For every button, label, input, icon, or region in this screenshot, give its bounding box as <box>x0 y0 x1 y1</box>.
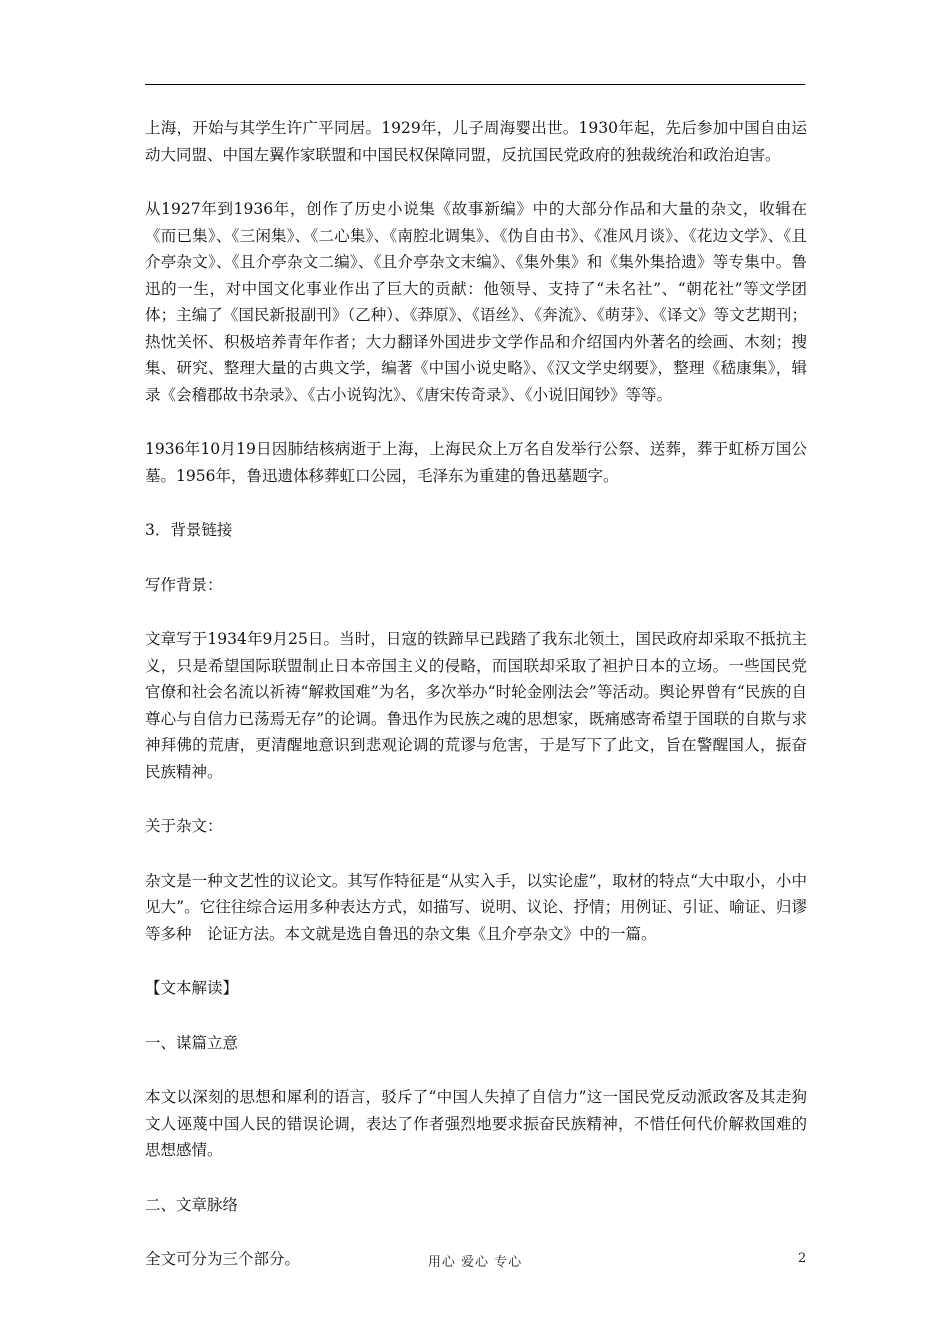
paragraph-about-zawen: 杂文是一种文艺性的议论文。其写作特征是“从实入手，以实论虚”，取材的特点“大中取小，小中见大”。它往往综合运用多种表达方式，如描写、说明、议论、抒情；用例证、引证、喻证、归谬等多种 论证方法。本文就是选自鲁迅的杂文集《且介亭杂文》中的一篇。 <box>145 871 807 943</box>
paragraph-structure: 全文可分为三个部分。 <box>145 1250 301 1268</box>
paragraph-theme: 本文以深刻的思想和犀利的语言，驳斥了“中国人失掉了自信力”这一国民党反动派政客及其走狗文人诬蔑中国人民的错误论调，表达了作者强烈地要求振奋民族精神，不惜任何代价解救国难的思想感情。 <box>145 1088 807 1159</box>
page-number: 2 <box>798 1251 807 1266</box>
subheading-theme: 一、谋篇立意 <box>145 1033 239 1052</box>
paragraph-shanghai: 上海，开始与其学生许广平同居。1929年，儿子周海婴出世。1930年起，先后参加中国自由运动大同盟、中国左翼作家联盟和中国民权保障同盟，反抗国民党政府的独裁统治和政治迫害。 <box>145 119 807 164</box>
section-heading-text-reading: 【文本解读】 <box>145 979 239 997</box>
body-text <box>145 115 807 1301</box>
paragraph-works: 从1927年到1936年，创作了历史小说集《故事新编》中的大部分作品和大量的杂文，收辑在《而已集》、《三闲集》、《二心集》、《南腔北调集》、《伪自由书》、《准风月谈》、《花边文学》、《且介亭杂文》、《且介亭杂文二编》、《且介亭杂文末编》、《集外集》和《集外集拾遗》等专集中。鲁迅的一生，对中国文化事业作出了巨大的贡献：他领导、支持了“未名社”、“朝花社”等文学团体；主编了《国民新报副刊》（乙种）、《莽原》、《语丝》、《奔流》、《萌芽》、《译文》等文艺期刊；热忱关怀、积极培养青年作者；大力翻译外国进步文学作品和介绍国内外著名的绘画、木刻；搜集、研究、整理大量的古典文学，编著《中国小说史略》、《汉文学史纲要》，整理《嵇康集》，辑录《会稽郡故书杂录》、《古小说钩沈》、《唐宋传奇录》、《小说旧闻钞》等等。 <box>145 200 807 404</box>
subheading-structure: 二、文章脉络 <box>145 1195 239 1214</box>
section-heading-background: 3．背景链接 <box>145 521 233 539</box>
header-rule <box>145 84 805 85</box>
subheading-writing-background: 写作背景： <box>145 575 223 594</box>
paragraph-death: 1936年10月19日因肺结核病逝于上海，上海民众上万名自发举行公祭、送葬，葬于虹桥万国公墓。1956年，鲁迅遗体移葬虹口公园，毛泽东为重建的鲁迅墓题字。 <box>145 440 807 485</box>
subheading-about-zawen: 关于杂文： <box>145 817 223 835</box>
footer-motto: 用心 爱心 专心 <box>427 1255 523 1270</box>
paragraph-writing-background: 文章写于1934年9月25日。当时，日寇的铁蹄早已践踏了我东北领土，国民政府却采取不抵抗主义，只是希望国际联盟制止日本帝国主义的侵略，而国联却采取了袒护日本的立场。一些国民党官僚和社会名流以祈祷“解救国难”为名，多次举办“时轮金刚法会”等活动。舆论界曾有“民族的自尊心与自信力已荡焉无存”的论调。鲁迅作为民族之魂的思想家，既痛感寄希望于国联的自欺与求神拜佛的荒唐，更清醒地意识到悲观论调的荒谬与危害，于是写下了此文，旨在警醒国人，振奋民族精神。 <box>145 630 807 781</box>
page-footer <box>0 1251 950 1271</box>
